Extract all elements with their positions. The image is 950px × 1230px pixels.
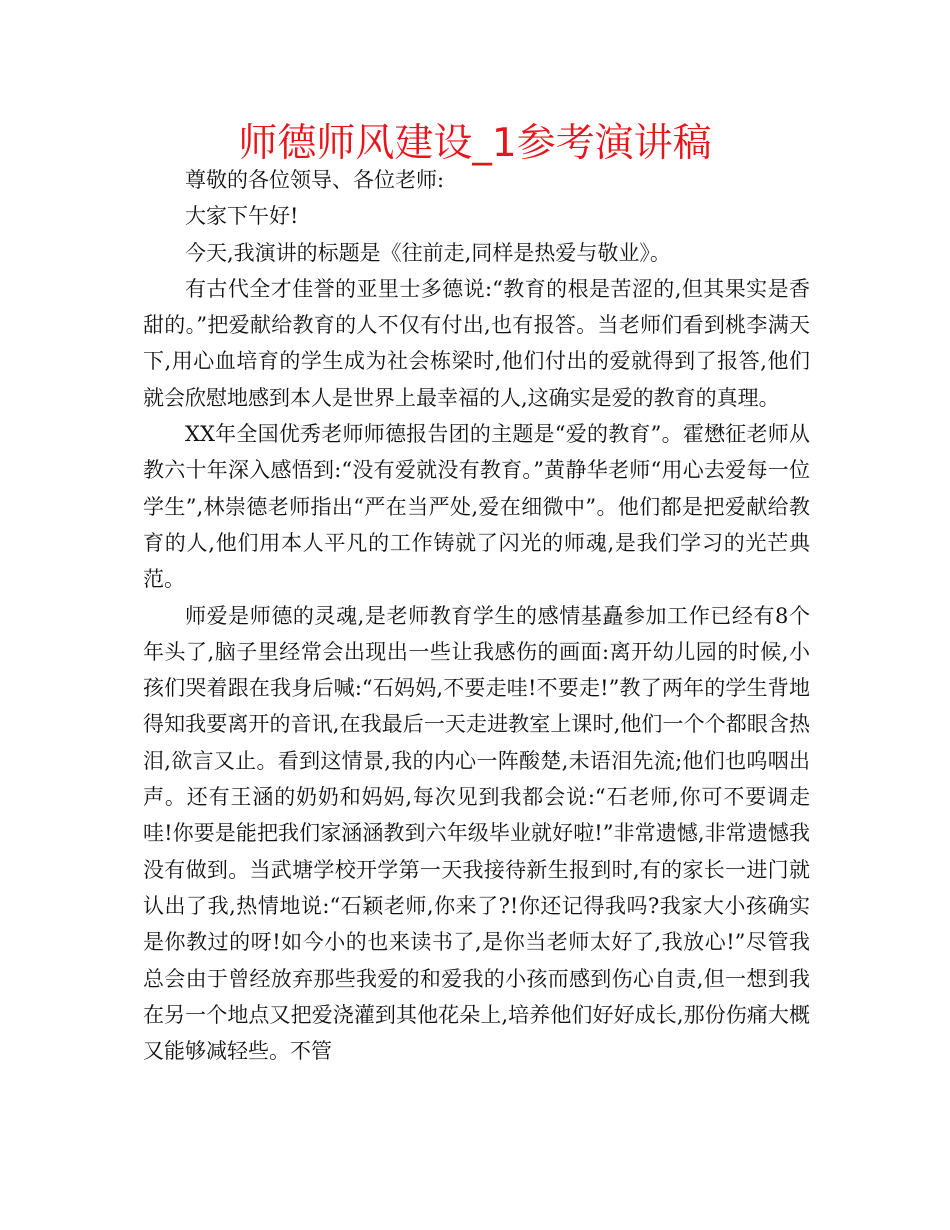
speech-topic: 今天,我演讲的标题是《往前走,同样是热爱与敬业》。 <box>185 240 671 265</box>
document-body <box>143 162 810 1069</box>
greeting: 大家下午好! <box>185 204 299 229</box>
paragraph: 师爱是师德的灵魂,是老师教育学生的感情基矗参加工作已经有8个年头了,脑子里经常会出现出一些让我感伤的画面:离开幼儿园的时候,小孩们哭着跟在我身后喊:“石妈妈,不要走哇!不要走!”教了两年的学生背地得知我要离开的音讯,在我最后一天走进教室上课时,他们一个个都眼含热泪,欲言又止。看到这情景,我的内心一阵酸楚,未语泪先流;他们也呜咽出声。还有王涵的奶奶和妈妈,每次见到我都会说:“石老师,你可不要调走哇!你要是能把我们家涵涵教到六年级毕业就好啦!”非常遗憾,非常遗憾我没有做到。当武塘学校开学第一天我接待新生报到时,有的家长一进门就认出了我,热情地说:“石颖老师,你来了?!你还记得我吗?我家大小孩确实是你教过的呀!如今小的也来读书了,是你当老师太好了,我放心!”尽管我总会由于曾经放弃那些我爱的和爱我的小孩而感到伤心自责,但一想到我在另一个地点又把爱浇灌到其他花朵上,培养他们好好成长,那份伤痛大概又能够减轻些。不管 <box>143 603 810 1064</box>
paragraph: XX年全国优秀老师师德报告团的主题是“爱的教育”。霍懋征老师从教六十年深入感悟到:“没有爱就没有教育。”黄静华老师“用心去爱每一位学生”,林崇德老师指出“严在当严处,爱在细微中”。他们都是把爱献给教育的人,他们用本人平凡的工作铸就了闪光的师魂,是我们学习的光芒典范。 <box>143 422 810 592</box>
document-title: 师德师风建设_1参考演讲稿 <box>238 121 712 166</box>
salutation: 尊敬的各位领导、各位老师: <box>185 168 445 192</box>
paragraph: 有古代全才佳誉的亚里士多德说:“教育的根是苦涩的,但其果实是香甜的。”把爱献给教育的人不仅有付出,也有报答。当老师们看到桃李满天下,用心血培育的学生成为社会栋梁时,他们付出的爱就得到了报答,他们就会欣慰地感到本人是世界上最幸福的人,这确实是爱的教育的真理。 <box>143 276 810 410</box>
